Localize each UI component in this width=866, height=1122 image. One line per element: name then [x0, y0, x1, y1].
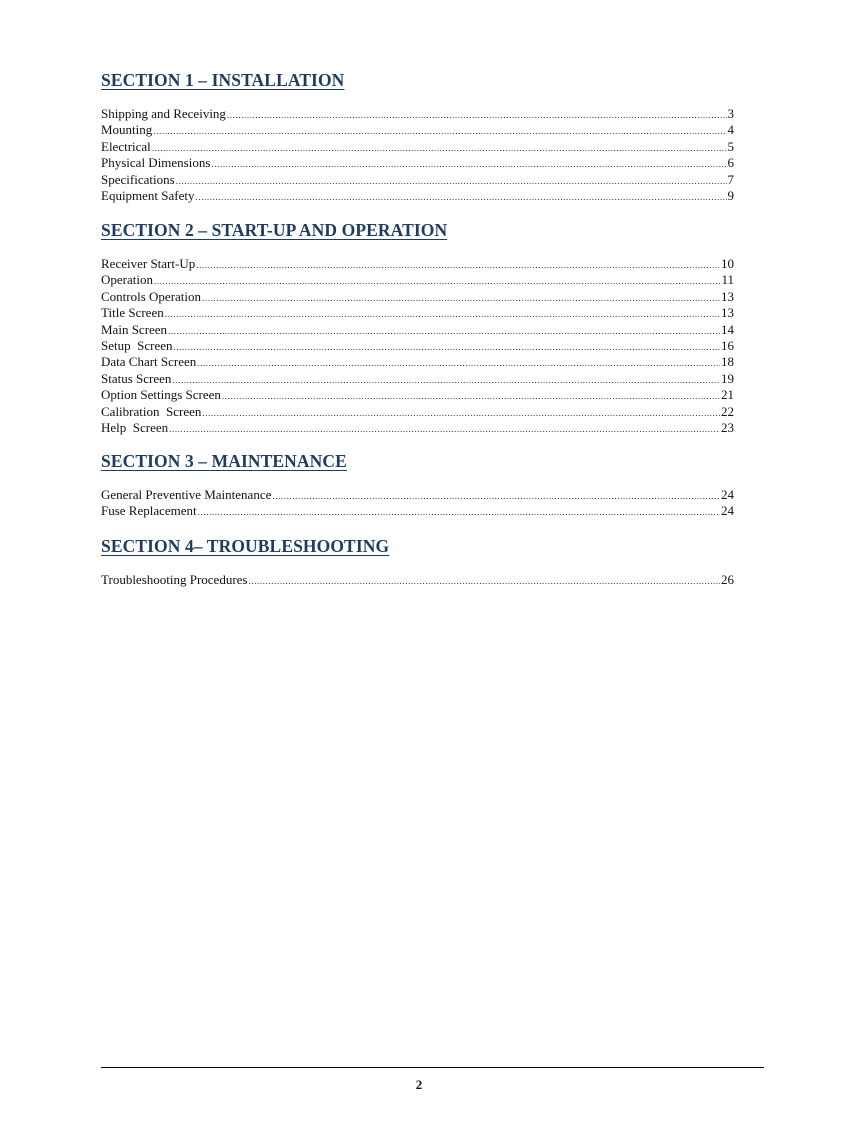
toc-list: [101, 256, 734, 436]
toc-list: [101, 106, 734, 204]
toc-entry[interactable]: [101, 305, 734, 321]
dot-leader: [154, 273, 720, 289]
toc-entry-label: Main Screen: [101, 321, 168, 337]
toc-entry[interactable]: [101, 272, 734, 288]
toc-entry-label: Fuse Replacement: [101, 503, 197, 519]
dot-leader: [196, 257, 720, 273]
dot-leader: [168, 323, 720, 339]
dot-leader: [222, 388, 720, 404]
toc-entry-label: Specifications: [101, 171, 175, 187]
dot-leader: [169, 421, 720, 437]
toc-entry[interactable]: [101, 155, 734, 171]
toc-entry-page: 11: [721, 272, 734, 288]
toc-section-troubleshooting: [101, 536, 734, 588]
toc-entry-label: Shipping and Receiving: [101, 106, 226, 121]
toc-list: [101, 572, 734, 588]
dot-leader: [165, 306, 720, 322]
dot-leader: [173, 339, 720, 355]
toc-entry-page: 26: [721, 572, 734, 587]
toc-entry[interactable]: [101, 289, 734, 305]
dot-leader: [202, 290, 720, 306]
section-heading: SECTION 3 – MAINTENANCE: [101, 451, 347, 471]
toc-entry[interactable]: [101, 420, 734, 436]
dot-leader: [152, 140, 727, 156]
toc-entry-label: Troubleshooting Procedures: [101, 572, 248, 587]
toc-entry[interactable]: [101, 371, 734, 387]
toc-entry-page: 5: [727, 138, 734, 154]
dot-leader: [196, 189, 727, 205]
toc-section-startup-operation: [101, 220, 734, 436]
dot-leader: [211, 156, 726, 172]
toc-entry-page: 21: [721, 387, 734, 403]
page-number: 2: [415, 1077, 423, 1092]
toc-entry-label: Receiver Start-Up: [101, 256, 196, 271]
dot-leader: [172, 372, 720, 388]
dot-leader: [202, 405, 720, 421]
toc-entry-label: Operation: [101, 272, 153, 288]
toc-entry[interactable]: [101, 256, 734, 272]
footer-divider: [101, 1067, 764, 1068]
toc-entry-page: 18: [721, 354, 734, 370]
toc-entry[interactable]: [101, 139, 734, 155]
toc-entry-page: 9: [727, 187, 734, 203]
toc-entry-label: Status Screen: [101, 370, 172, 386]
toc-entry-label: Help Screen: [101, 419, 169, 435]
toc-entry-page: 16: [721, 337, 734, 353]
toc-entry-page: 23: [721, 419, 734, 435]
toc-entry-label: Equipment Safety: [101, 187, 195, 203]
dot-leader: [198, 504, 720, 520]
toc-entry-label: Mounting: [101, 122, 153, 138]
dot-leader: [227, 107, 727, 123]
toc-entry-label: General Preventive Maintenance: [101, 487, 272, 502]
section-heading: SECTION 1 – INSTALLATION: [101, 70, 345, 90]
toc-entry[interactable]: [101, 338, 734, 354]
toc-entry[interactable]: [101, 106, 734, 122]
toc-entry-page: 3: [727, 106, 734, 121]
toc-entry-page: 22: [721, 403, 734, 419]
toc-entry[interactable]: [101, 354, 734, 370]
toc-entry-label: Setup Screen: [101, 337, 173, 353]
toc-entry-page: 13: [721, 288, 734, 304]
toc-entry-page: 13: [721, 305, 734, 321]
toc-entry[interactable]: [101, 503, 734, 519]
toc-entry-page: 7: [727, 171, 734, 187]
dot-leader: [197, 355, 720, 371]
toc-entry[interactable]: [101, 188, 734, 204]
dot-leader: [249, 573, 721, 589]
toc-entry[interactable]: [101, 387, 734, 403]
toc-entry[interactable]: [101, 487, 734, 503]
toc-entry-label: Calibration Screen: [101, 403, 202, 419]
toc-list: [101, 487, 734, 520]
toc-entry[interactable]: [101, 404, 734, 420]
toc-entry-label: Title Screen: [101, 305, 164, 321]
dot-leader: [153, 123, 726, 139]
toc-entry[interactable]: [101, 322, 734, 338]
toc-entry-page: 14: [721, 321, 734, 337]
toc-entry-label: Option Settings Screen: [101, 387, 221, 403]
toc-entry-page: 24: [721, 487, 734, 502]
toc-entry-page: 19: [721, 370, 734, 386]
toc-section-installation: [101, 70, 734, 204]
dot-leader: [176, 173, 727, 189]
toc-entry-label: Data Chart Screen: [101, 354, 197, 370]
section-heading: SECTION 4– TROUBLESHOOTING: [101, 536, 390, 556]
dot-leader: [272, 488, 720, 504]
toc-entry-label: Electrical: [101, 138, 151, 154]
toc-entry-page: 6: [727, 155, 734, 171]
toc-entry-page: 4: [727, 122, 734, 138]
toc-entry-label: Physical Dimensions: [101, 155, 211, 171]
toc-entry-page: 24: [721, 503, 734, 519]
toc-section-maintenance: [101, 451, 734, 520]
toc-entry[interactable]: [101, 122, 734, 138]
section-heading: SECTION 2 – START-UP AND OPERATION: [101, 220, 448, 240]
toc-entry[interactable]: [101, 172, 734, 188]
toc-entry-page: 10: [721, 256, 734, 271]
toc-entry-label: Controls Operation: [101, 288, 202, 304]
toc-entry[interactable]: [101, 572, 734, 588]
